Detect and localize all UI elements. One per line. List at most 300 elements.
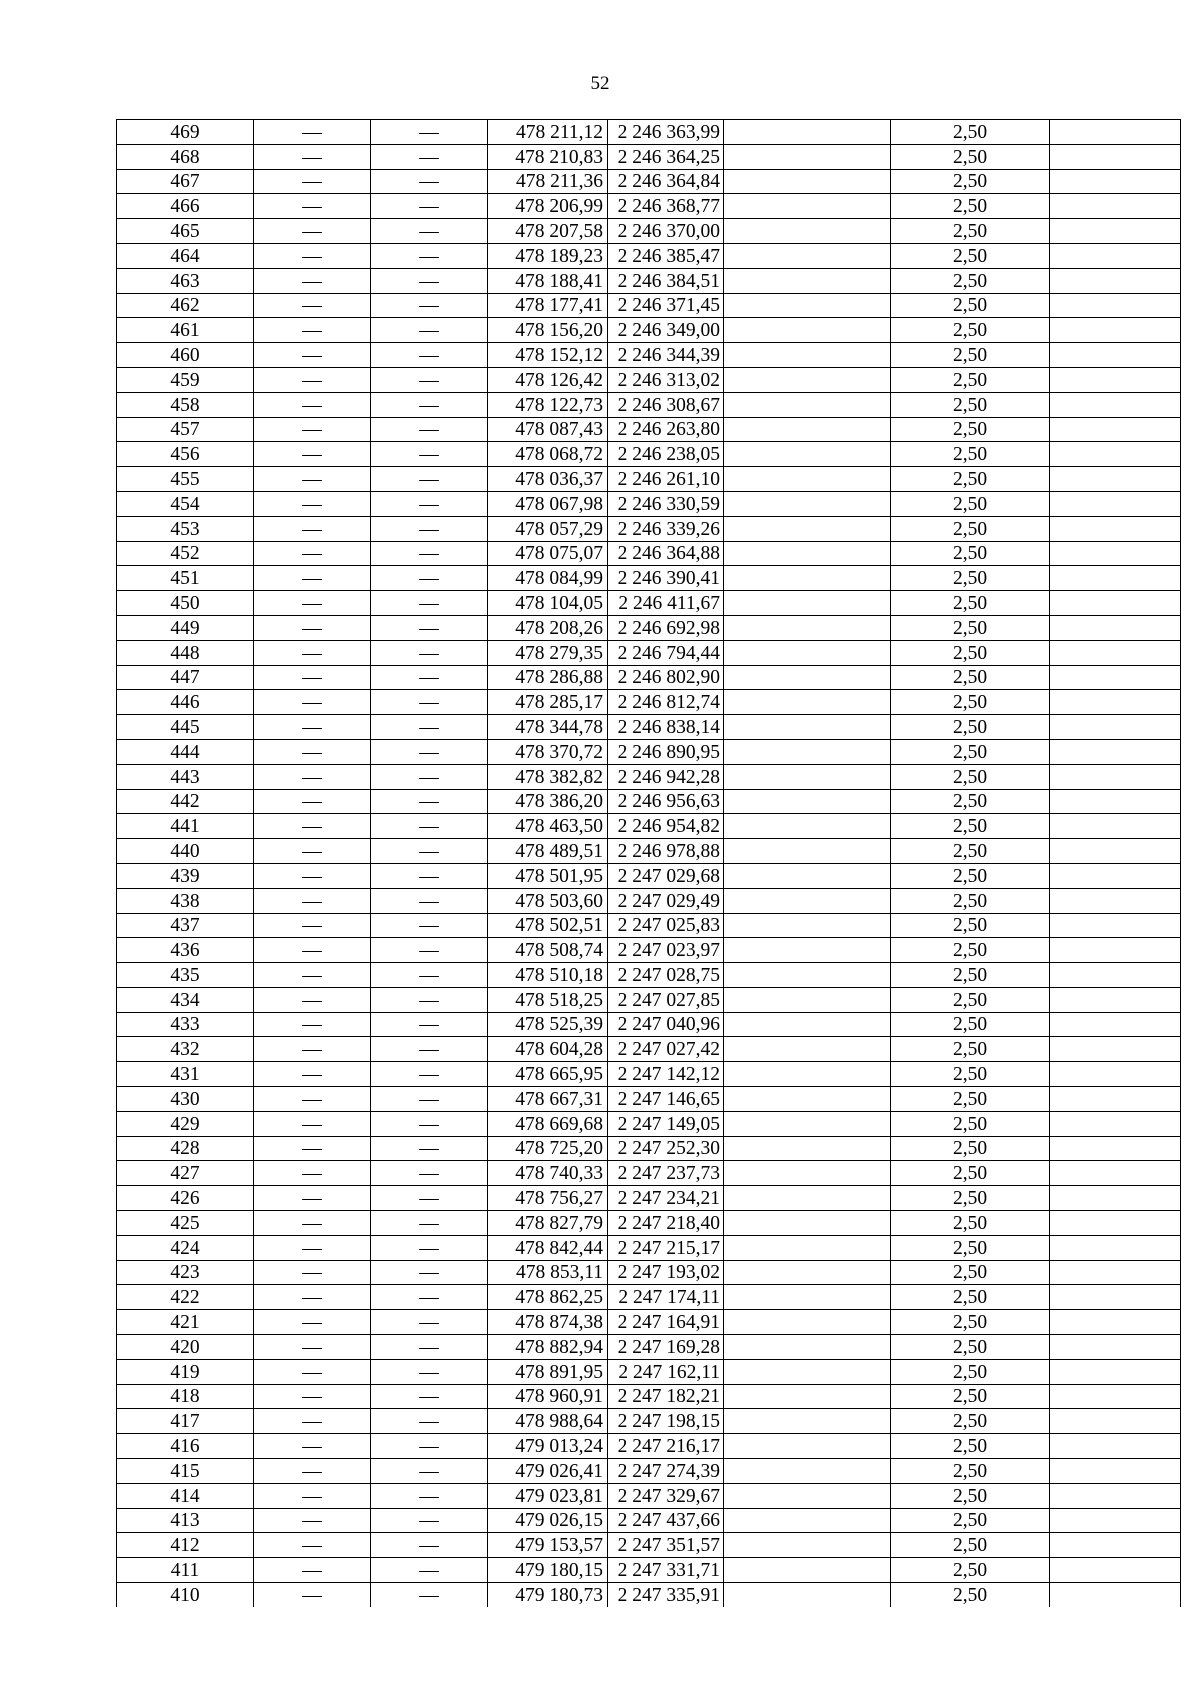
dash-cell: — xyxy=(254,318,371,343)
table-row xyxy=(117,1136,1181,1161)
value-cell: 2,50 xyxy=(891,491,1050,516)
dash-cell: — xyxy=(254,392,371,417)
empty-cell xyxy=(1050,1384,1181,1409)
empty-cell xyxy=(724,1359,891,1384)
point-number-cell: 416 xyxy=(117,1434,254,1459)
empty-cell xyxy=(724,194,891,219)
value-cell: 2,50 xyxy=(891,1384,1050,1409)
y-coordinate-cell: 2 247 216,17 xyxy=(608,1434,724,1459)
dash-cell: — xyxy=(254,1459,371,1484)
empty-cell xyxy=(724,963,891,988)
point-number-cell: 410 xyxy=(117,1583,254,1607)
table-row xyxy=(117,938,1181,963)
dash-cell: — xyxy=(371,120,488,145)
value-cell: 2,50 xyxy=(891,715,1050,740)
point-number-cell: 425 xyxy=(117,1211,254,1236)
table-row xyxy=(117,144,1181,169)
dash-cell: — xyxy=(371,1335,488,1360)
empty-cell xyxy=(724,442,891,467)
value-cell: 2,50 xyxy=(891,615,1050,640)
table-row xyxy=(117,1235,1181,1260)
empty-cell xyxy=(1050,591,1181,616)
empty-cell xyxy=(1050,1062,1181,1087)
x-coordinate-cell: 478 842,44 xyxy=(488,1235,608,1260)
value-cell: 2,50 xyxy=(891,1508,1050,1533)
dash-cell: — xyxy=(371,1533,488,1558)
x-coordinate-cell: 478 075,07 xyxy=(488,541,608,566)
dash-cell: — xyxy=(371,839,488,864)
empty-cell xyxy=(1050,1409,1181,1434)
empty-cell xyxy=(1050,1434,1181,1459)
value-cell: 2,50 xyxy=(891,169,1050,194)
x-coordinate-cell: 478 756,27 xyxy=(488,1186,608,1211)
empty-cell xyxy=(1050,243,1181,268)
point-number-cell: 442 xyxy=(117,789,254,814)
empty-cell xyxy=(1050,1310,1181,1335)
y-coordinate-cell: 2 247 252,30 xyxy=(608,1136,724,1161)
dash-cell: — xyxy=(254,1434,371,1459)
x-coordinate-cell: 478 489,51 xyxy=(488,839,608,864)
y-coordinate-cell: 2 247 029,49 xyxy=(608,888,724,913)
y-coordinate-cell: 2 246 954,82 xyxy=(608,814,724,839)
point-number-cell: 469 xyxy=(117,120,254,145)
dash-cell: — xyxy=(371,640,488,665)
table-row xyxy=(117,1111,1181,1136)
table-row xyxy=(117,293,1181,318)
dash-cell: — xyxy=(254,1211,371,1236)
empty-cell xyxy=(1050,690,1181,715)
empty-cell xyxy=(1050,1335,1181,1360)
empty-cell xyxy=(1050,417,1181,442)
x-coordinate-cell: 479 180,15 xyxy=(488,1558,608,1583)
point-number-cell: 415 xyxy=(117,1459,254,1484)
dash-cell: — xyxy=(254,417,371,442)
point-number-cell: 422 xyxy=(117,1285,254,1310)
y-coordinate-cell: 2 247 146,65 xyxy=(608,1087,724,1112)
point-number-cell: 431 xyxy=(117,1062,254,1087)
y-coordinate-cell: 2 246 313,02 xyxy=(608,367,724,392)
table-row xyxy=(117,739,1181,764)
dash-cell: — xyxy=(371,491,488,516)
table-row xyxy=(117,1558,1181,1583)
empty-cell xyxy=(1050,1359,1181,1384)
dash-cell: — xyxy=(371,888,488,913)
point-number-cell: 463 xyxy=(117,268,254,293)
empty-cell xyxy=(1050,1161,1181,1186)
dash-cell: — xyxy=(254,1235,371,1260)
value-cell: 2,50 xyxy=(891,541,1050,566)
dash-cell: — xyxy=(371,467,488,492)
empty-cell xyxy=(1050,640,1181,665)
value-cell: 2,50 xyxy=(891,789,1050,814)
empty-cell xyxy=(1050,938,1181,963)
value-cell: 2,50 xyxy=(891,392,1050,417)
point-number-cell: 427 xyxy=(117,1161,254,1186)
x-coordinate-cell: 478 862,25 xyxy=(488,1285,608,1310)
dash-cell: — xyxy=(371,1087,488,1112)
empty-cell xyxy=(1050,1111,1181,1136)
x-coordinate-cell: 478 087,43 xyxy=(488,417,608,442)
dash-cell: — xyxy=(254,938,371,963)
y-coordinate-cell: 2 246 384,51 xyxy=(608,268,724,293)
dash-cell: — xyxy=(254,715,371,740)
point-number-cell: 417 xyxy=(117,1409,254,1434)
x-coordinate-cell: 478 874,38 xyxy=(488,1310,608,1335)
y-coordinate-cell: 2 247 193,02 xyxy=(608,1260,724,1285)
table-row xyxy=(117,963,1181,988)
x-coordinate-cell: 478 207,58 xyxy=(488,219,608,244)
dash-cell: — xyxy=(371,1359,488,1384)
x-coordinate-cell: 478 669,68 xyxy=(488,1111,608,1136)
dash-cell: — xyxy=(254,1111,371,1136)
point-number-cell: 456 xyxy=(117,442,254,467)
point-number-cell: 428 xyxy=(117,1136,254,1161)
dash-cell: — xyxy=(371,1111,488,1136)
point-number-cell: 447 xyxy=(117,665,254,690)
dash-cell: — xyxy=(371,442,488,467)
coordinates-table xyxy=(116,119,1181,1607)
dash-cell: — xyxy=(254,194,371,219)
table-row xyxy=(117,1459,1181,1484)
empty-cell xyxy=(1050,343,1181,368)
point-number-cell: 421 xyxy=(117,1310,254,1335)
empty-cell xyxy=(1050,491,1181,516)
point-number-cell: 419 xyxy=(117,1359,254,1384)
empty-cell xyxy=(1050,194,1181,219)
table-row xyxy=(117,491,1181,516)
empty-cell xyxy=(724,1310,891,1335)
empty-cell xyxy=(1050,1583,1181,1607)
empty-cell xyxy=(1050,1012,1181,1037)
value-cell: 2,50 xyxy=(891,963,1050,988)
point-number-cell: 444 xyxy=(117,739,254,764)
value-cell: 2,50 xyxy=(891,1434,1050,1459)
table-row xyxy=(117,1260,1181,1285)
empty-cell xyxy=(724,1037,891,1062)
value-cell: 2,50 xyxy=(891,764,1050,789)
table-row xyxy=(117,1533,1181,1558)
point-number-cell: 455 xyxy=(117,467,254,492)
y-coordinate-cell: 2 246 371,45 xyxy=(608,293,724,318)
dash-cell: — xyxy=(254,541,371,566)
y-coordinate-cell: 2 247 027,85 xyxy=(608,987,724,1012)
table-row xyxy=(117,1012,1181,1037)
value-cell: 2,50 xyxy=(891,343,1050,368)
empty-cell xyxy=(724,144,891,169)
x-coordinate-cell: 478 508,74 xyxy=(488,938,608,963)
x-coordinate-cell: 478 725,20 xyxy=(488,1136,608,1161)
x-coordinate-cell: 478 208,26 xyxy=(488,615,608,640)
dash-cell: — xyxy=(371,1186,488,1211)
table-row xyxy=(117,243,1181,268)
dash-cell: — xyxy=(371,591,488,616)
y-coordinate-cell: 2 246 390,41 xyxy=(608,566,724,591)
y-coordinate-cell: 2 246 890,95 xyxy=(608,739,724,764)
x-coordinate-cell: 478 084,99 xyxy=(488,566,608,591)
empty-cell xyxy=(1050,1211,1181,1236)
dash-cell: — xyxy=(371,392,488,417)
dash-cell: — xyxy=(254,1335,371,1360)
x-coordinate-cell: 478 463,50 xyxy=(488,814,608,839)
y-coordinate-cell: 2 246 261,10 xyxy=(608,467,724,492)
value-cell: 2,50 xyxy=(891,1459,1050,1484)
value-cell: 2,50 xyxy=(891,1260,1050,1285)
y-coordinate-cell: 2 246 339,26 xyxy=(608,516,724,541)
dash-cell: — xyxy=(254,144,371,169)
x-coordinate-cell: 478 370,72 xyxy=(488,739,608,764)
y-coordinate-cell: 2 247 164,91 xyxy=(608,1310,724,1335)
value-cell: 2,50 xyxy=(891,1037,1050,1062)
y-coordinate-cell: 2 247 237,73 xyxy=(608,1161,724,1186)
point-number-cell: 418 xyxy=(117,1384,254,1409)
table-row xyxy=(117,318,1181,343)
empty-cell xyxy=(1050,1186,1181,1211)
y-coordinate-cell: 2 247 029,68 xyxy=(608,863,724,888)
y-coordinate-cell: 2 247 218,40 xyxy=(608,1211,724,1236)
y-coordinate-cell: 2 246 802,90 xyxy=(608,665,724,690)
dash-cell: — xyxy=(371,566,488,591)
dash-cell: — xyxy=(254,888,371,913)
table-row xyxy=(117,169,1181,194)
value-cell: 2,50 xyxy=(891,1583,1050,1607)
value-cell: 2,50 xyxy=(891,120,1050,145)
empty-cell xyxy=(1050,541,1181,566)
y-coordinate-cell: 2 247 162,11 xyxy=(608,1359,724,1384)
dash-cell: — xyxy=(371,739,488,764)
dash-cell: — xyxy=(254,268,371,293)
dash-cell: — xyxy=(254,789,371,814)
value-cell: 2,50 xyxy=(891,1533,1050,1558)
x-coordinate-cell: 478 068,72 xyxy=(488,442,608,467)
dash-cell: — xyxy=(371,1310,488,1335)
value-cell: 2,50 xyxy=(891,640,1050,665)
dash-cell: — xyxy=(371,541,488,566)
value-cell: 2,50 xyxy=(891,739,1050,764)
y-coordinate-cell: 2 246 364,25 xyxy=(608,144,724,169)
x-coordinate-cell: 478 286,88 xyxy=(488,665,608,690)
empty-cell xyxy=(724,1384,891,1409)
value-cell: 2,50 xyxy=(891,417,1050,442)
table-row xyxy=(117,1037,1181,1062)
x-coordinate-cell: 479 153,57 xyxy=(488,1533,608,1558)
x-coordinate-cell: 478 853,11 xyxy=(488,1260,608,1285)
empty-cell xyxy=(1050,888,1181,913)
dash-cell: — xyxy=(254,1310,371,1335)
empty-cell xyxy=(724,863,891,888)
x-coordinate-cell: 478 518,25 xyxy=(488,987,608,1012)
x-coordinate-cell: 478 152,12 xyxy=(488,343,608,368)
empty-cell xyxy=(724,318,891,343)
value-cell: 2,50 xyxy=(891,1136,1050,1161)
dash-cell: — xyxy=(371,367,488,392)
point-number-cell: 443 xyxy=(117,764,254,789)
y-coordinate-cell: 2 247 040,96 xyxy=(608,1012,724,1037)
point-number-cell: 441 xyxy=(117,814,254,839)
table-row xyxy=(117,913,1181,938)
dash-cell: — xyxy=(254,640,371,665)
x-coordinate-cell: 478 067,98 xyxy=(488,491,608,516)
dash-cell: — xyxy=(371,343,488,368)
dash-cell: — xyxy=(371,1037,488,1062)
dash-cell: — xyxy=(254,913,371,938)
x-coordinate-cell: 478 126,42 xyxy=(488,367,608,392)
point-number-cell: 437 xyxy=(117,913,254,938)
empty-cell xyxy=(724,591,891,616)
point-number-cell: 433 xyxy=(117,1012,254,1037)
x-coordinate-cell: 478 988,64 xyxy=(488,1409,608,1434)
point-number-cell: 453 xyxy=(117,516,254,541)
empty-cell xyxy=(1050,839,1181,864)
empty-cell xyxy=(1050,318,1181,343)
empty-cell xyxy=(724,913,891,938)
dash-cell: — xyxy=(254,219,371,244)
dash-cell: — xyxy=(254,1136,371,1161)
dash-cell: — xyxy=(254,293,371,318)
x-coordinate-cell: 478 211,36 xyxy=(488,169,608,194)
dash-cell: — xyxy=(254,1533,371,1558)
empty-cell xyxy=(724,243,891,268)
empty-cell xyxy=(724,1285,891,1310)
value-cell: 2,50 xyxy=(891,1161,1050,1186)
y-coordinate-cell: 2 247 027,42 xyxy=(608,1037,724,1062)
y-coordinate-cell: 2 247 329,67 xyxy=(608,1483,724,1508)
table-row xyxy=(117,1359,1181,1384)
x-coordinate-cell: 478 036,37 xyxy=(488,467,608,492)
dash-cell: — xyxy=(371,1260,488,1285)
value-cell: 2,50 xyxy=(891,1483,1050,1508)
dash-cell: — xyxy=(371,863,488,888)
empty-cell xyxy=(724,1161,891,1186)
empty-cell xyxy=(1050,392,1181,417)
table-row xyxy=(117,541,1181,566)
empty-cell xyxy=(1050,987,1181,1012)
point-number-cell: 436 xyxy=(117,938,254,963)
dash-cell: — xyxy=(254,665,371,690)
empty-cell xyxy=(724,1012,891,1037)
dash-cell: — xyxy=(371,1409,488,1434)
empty-cell xyxy=(1050,715,1181,740)
table-row xyxy=(117,715,1181,740)
empty-cell xyxy=(724,640,891,665)
table-row xyxy=(117,888,1181,913)
dash-cell: — xyxy=(371,1483,488,1508)
empty-cell xyxy=(724,987,891,1012)
table-row xyxy=(117,1409,1181,1434)
value-cell: 2,50 xyxy=(891,1087,1050,1112)
table-row xyxy=(117,1310,1181,1335)
point-number-cell: 432 xyxy=(117,1037,254,1062)
value-cell: 2,50 xyxy=(891,665,1050,690)
dash-cell: — xyxy=(254,1186,371,1211)
x-coordinate-cell: 478 502,51 xyxy=(488,913,608,938)
table-row xyxy=(117,764,1181,789)
x-coordinate-cell: 479 180,73 xyxy=(488,1583,608,1607)
dash-cell: — xyxy=(254,169,371,194)
empty-cell xyxy=(1050,739,1181,764)
point-number-cell: 452 xyxy=(117,541,254,566)
y-coordinate-cell: 2 247 331,71 xyxy=(608,1558,724,1583)
dash-cell: — xyxy=(371,1384,488,1409)
point-number-cell: 434 xyxy=(117,987,254,1012)
dash-cell: — xyxy=(254,839,371,864)
dash-cell: — xyxy=(254,1359,371,1384)
point-number-cell: 439 xyxy=(117,863,254,888)
dash-cell: — xyxy=(371,169,488,194)
point-number-cell: 464 xyxy=(117,243,254,268)
value-cell: 2,50 xyxy=(891,1359,1050,1384)
dash-cell: — xyxy=(254,1483,371,1508)
dash-cell: — xyxy=(371,789,488,814)
empty-cell xyxy=(1050,764,1181,789)
empty-cell xyxy=(1050,789,1181,814)
empty-cell xyxy=(724,888,891,913)
dash-cell: — xyxy=(371,987,488,1012)
value-cell: 2,50 xyxy=(891,839,1050,864)
dash-cell: — xyxy=(254,615,371,640)
empty-cell xyxy=(724,665,891,690)
value-cell: 2,50 xyxy=(891,1012,1050,1037)
point-number-cell: 465 xyxy=(117,219,254,244)
y-coordinate-cell: 2 246 978,88 xyxy=(608,839,724,864)
empty-cell xyxy=(724,938,891,963)
dash-cell: — xyxy=(371,268,488,293)
empty-cell xyxy=(724,1508,891,1533)
y-coordinate-cell: 2 246 692,98 xyxy=(608,615,724,640)
dash-cell: — xyxy=(371,1285,488,1310)
empty-cell xyxy=(724,293,891,318)
value-cell: 2,50 xyxy=(891,1111,1050,1136)
empty-cell xyxy=(724,1459,891,1484)
table-row xyxy=(117,367,1181,392)
empty-cell xyxy=(724,1186,891,1211)
dash-cell: — xyxy=(371,1508,488,1533)
dash-cell: — xyxy=(371,938,488,963)
value-cell: 2,50 xyxy=(891,913,1050,938)
point-number-cell: 440 xyxy=(117,839,254,864)
y-coordinate-cell: 2 247 023,97 xyxy=(608,938,724,963)
y-coordinate-cell: 2 246 308,67 xyxy=(608,392,724,417)
dash-cell: — xyxy=(254,343,371,368)
table-row xyxy=(117,665,1181,690)
value-cell: 2,50 xyxy=(891,814,1050,839)
y-coordinate-cell: 2 247 234,21 xyxy=(608,1186,724,1211)
table-body xyxy=(117,120,1181,1607)
table-row xyxy=(117,690,1181,715)
value-cell: 2,50 xyxy=(891,1285,1050,1310)
dash-cell: — xyxy=(254,1012,371,1037)
point-number-cell: 414 xyxy=(117,1483,254,1508)
empty-cell xyxy=(1050,219,1181,244)
empty-cell xyxy=(724,268,891,293)
y-coordinate-cell: 2 246 238,05 xyxy=(608,442,724,467)
x-coordinate-cell: 478 604,28 xyxy=(488,1037,608,1062)
dash-cell: — xyxy=(254,1384,371,1409)
table-row xyxy=(117,417,1181,442)
x-coordinate-cell: 478 344,78 xyxy=(488,715,608,740)
dash-cell: — xyxy=(254,516,371,541)
value-cell: 2,50 xyxy=(891,888,1050,913)
point-number-cell: 429 xyxy=(117,1111,254,1136)
x-coordinate-cell: 478 667,31 xyxy=(488,1087,608,1112)
dash-cell: — xyxy=(371,1211,488,1236)
y-coordinate-cell: 2 246 812,74 xyxy=(608,690,724,715)
y-coordinate-cell: 2 247 437,66 xyxy=(608,1508,724,1533)
dash-cell: — xyxy=(371,715,488,740)
value-cell: 2,50 xyxy=(891,938,1050,963)
page-number: 52 xyxy=(590,73,610,94)
empty-cell xyxy=(1050,615,1181,640)
empty-cell xyxy=(724,1583,891,1607)
